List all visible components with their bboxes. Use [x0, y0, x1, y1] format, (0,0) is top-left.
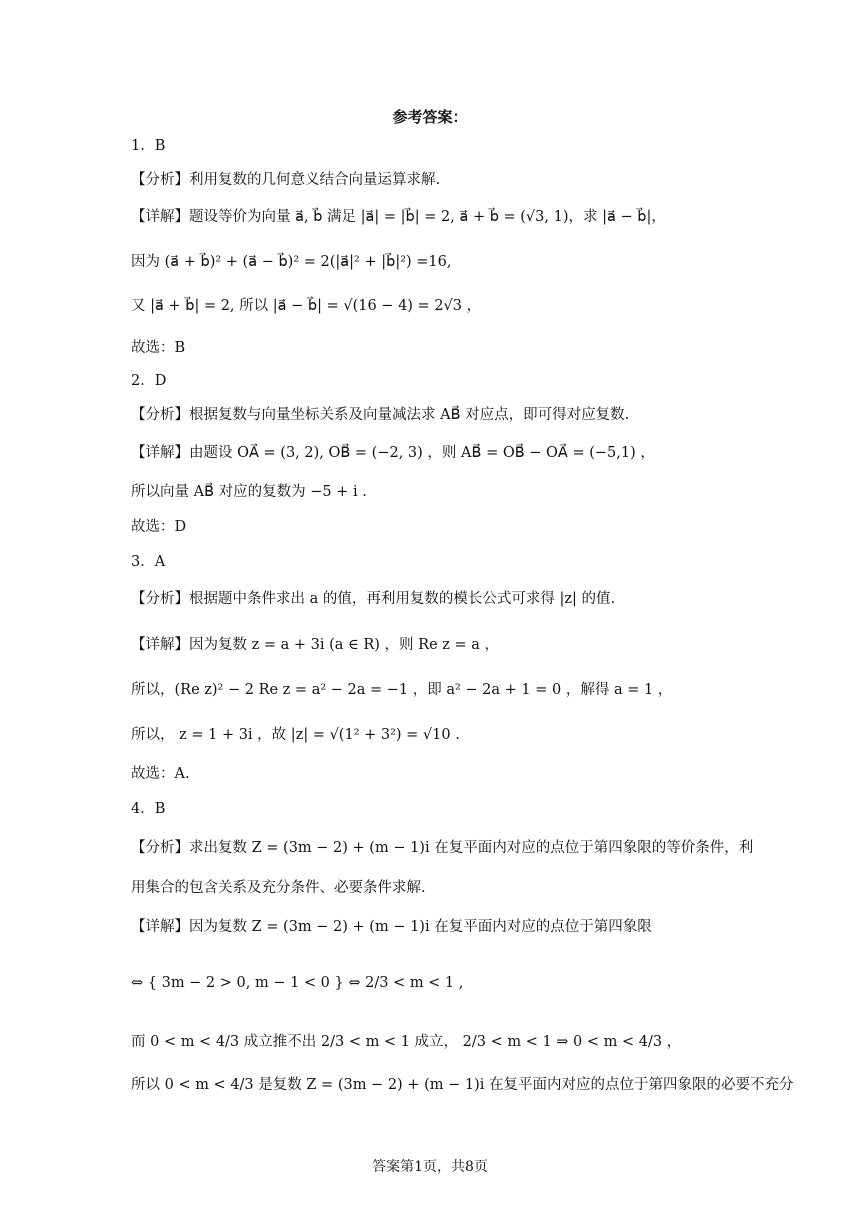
answer-1-detail: 【详解】题设等价为向量 a⃗, b⃗ 满足 |a⃗| = |b⃗| = 2, a⃗ + b⃗ = (√3, 1)，求 |a⃗ − b⃗|， [131, 209, 666, 225]
answer-4-step-3: 所以 0 < m < 4/3 是复数 Z = (3m − 2) + (m − 1)i 在复平面内对应的点位于第四象限的必要不充分 [131, 1077, 794, 1093]
answer-1-step-2: 又 |a⃗ + b⃗| = 2, 所以 |a⃗ − b⃗| = √(16 − 4) = 2√3 ， [131, 298, 482, 314]
answer-3-analysis: 【分析】根据题中条件求出 a 的值，再利用复数的模长公式可求得 |z| 的值. [131, 591, 616, 607]
answer-3-step-2: 所以， z = 1 + 3i ，故 |z| = √(1² + 3²) = √10 . [131, 727, 460, 743]
answer-2-choice: 故选：D [131, 519, 187, 535]
answer-1-choice: 故选：B [131, 340, 186, 356]
page-footer: 答案第1页，共8页 [372, 1159, 488, 1175]
answer-2-step-1: 所以向量 AB⃗ 对应的复数为 −5 + i . [131, 484, 367, 500]
answer-2-detail: 【详解】由题设 OA⃗ = (3, 2), OB⃗ = (−2, 3) ，则 AB⃗ = OB⃗ − OA⃗ = (−5,1) ， [131, 445, 655, 461]
answer-2-analysis: 【分析】根据复数与向量坐标关系及向量减法求 AB⃗ 对应点，即可得对应复数. [131, 407, 630, 423]
answer-3-number: 3．A [131, 554, 166, 570]
page-title: 参考答案： [392, 108, 468, 126]
answer-1-step-1: 因为 (a⃗ + b⃗)² + (a⃗ − b⃗)² = 2(|a⃗|² + |b⃗|²) =16, [131, 254, 452, 270]
answer-4-detail: 【详解】因为复数 Z = (3m − 2) + (m − 1)i 在复平面内对应的点位于第四象限 [131, 919, 652, 935]
answer-3-step-1: 所以，(Re z)² − 2 Re z = a² − 2a = −1 ，即 a² − 2a + 1 = 0 ，解得 a = 1 ， [131, 682, 673, 698]
answer-1-analysis: 【分析】利用复数的几何意义结合向量运算求解. [131, 172, 441, 188]
answer-3-choice: 故选：A. [131, 766, 190, 782]
answer-4-analysis-2: 用集合的包含关系及充分条件、必要条件求解. [131, 880, 426, 896]
answer-4-number: 4．B [131, 801, 166, 817]
answer-4-step-2: 而 0 < m < 4/3 成立推不出 2/3 < m < 1 成立， 2/3 < m < 1 ⇒ 0 < m < 4/3 ， [131, 1034, 682, 1050]
answer-3-detail: 【详解】因为复数 z = a + 3i (a ∈ R) ，则 Re z = a ， [131, 637, 500, 653]
answer-4-analysis-1: 【分析】求出复数 Z = (3m − 2) + (m − 1)i 在复平面内对应的点位于第四象限的等价条件，利 [131, 840, 754, 856]
answer-2-number: 2．D [131, 373, 167, 389]
answer-4-step-1: ⇔ { 3m − 2 > 0, m − 1 < 0 } ⇔ 2/3 < m < 1 , [131, 975, 464, 991]
answer-1-number: 1．B [131, 138, 166, 154]
